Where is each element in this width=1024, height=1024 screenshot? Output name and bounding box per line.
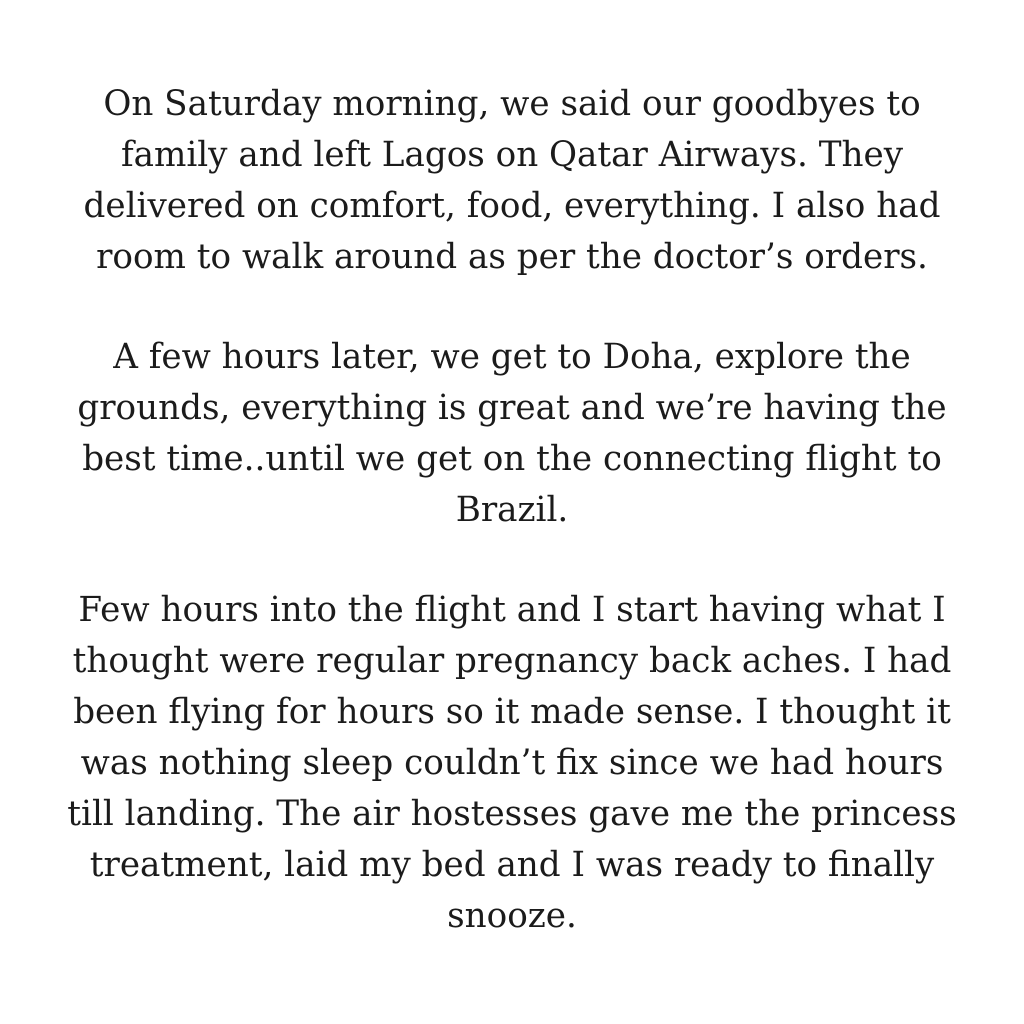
text-line: treatment, laid my bed and I was ready to finally (89, 845, 935, 885)
text-line: Few hours into the flight and I start having what I (78, 590, 946, 630)
text-line: grounds, everything is great and we’re having the (77, 388, 947, 428)
paragraph-doha (0, 332, 1024, 536)
text-line: till landing. The air hostesses gave me the princess (67, 794, 957, 834)
text-line: room to walk around as per the doctor’s orders. (96, 237, 928, 277)
paragraph-goodbyes (0, 79, 1024, 283)
paragraph-spacer (0, 536, 1024, 585)
paragraph-spacer (0, 283, 1024, 332)
text-line: Brazil. (455, 490, 569, 530)
text-line: thought were regular pregnancy back aches. I had (72, 641, 952, 681)
text-line: was nothing sleep couldn’t fix since we had hours (80, 743, 944, 783)
text-line: family and left Lagos on Qatar Airways. They (120, 135, 904, 175)
text-line: best time..until we get on the connecting flight to (82, 439, 942, 479)
text-line: On Saturday morning, we said our goodbyes to (103, 84, 921, 124)
text-line: A few hours later, we get to Doha, explore the (113, 337, 911, 377)
text-line: delivered on comfort, food, everything. I also had (83, 186, 941, 226)
text-line: snooze. (447, 896, 577, 936)
text-line: been flying for hours so it made sense. I thought it (73, 692, 951, 732)
paragraph-flight (0, 585, 1024, 942)
